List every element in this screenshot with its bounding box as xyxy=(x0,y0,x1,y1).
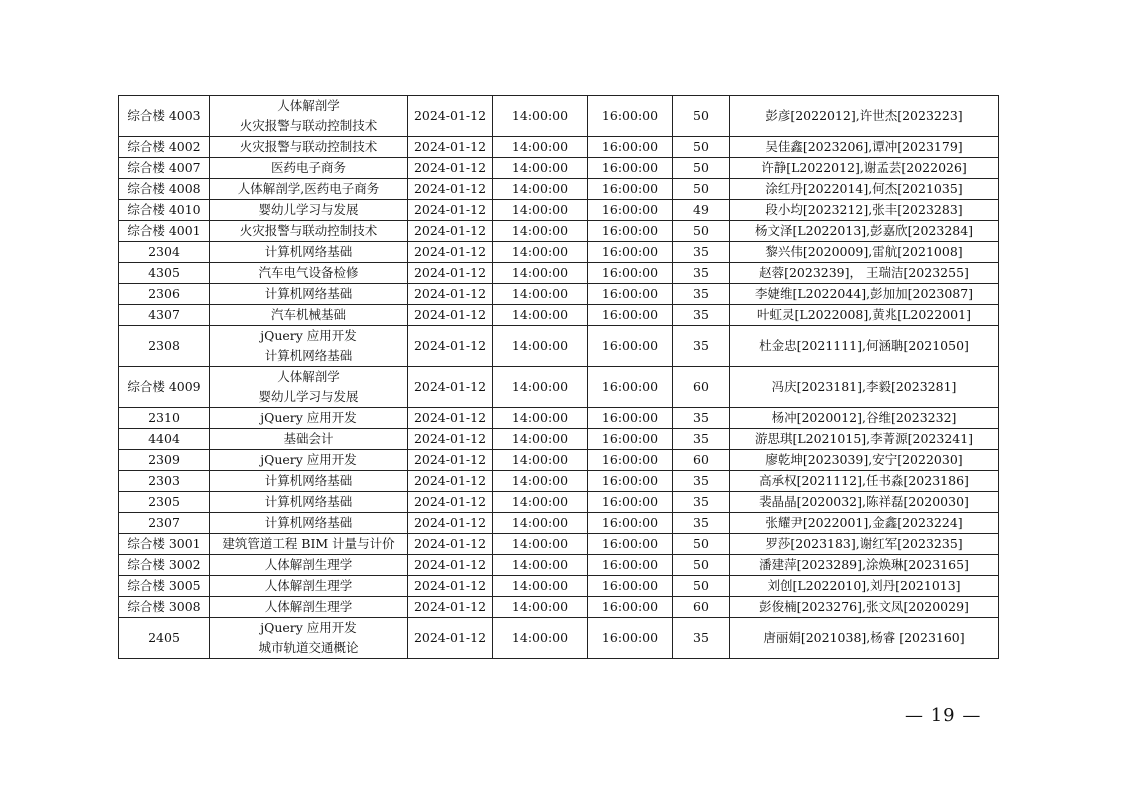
student-count-cell: 50 xyxy=(673,96,730,137)
subject-cell xyxy=(210,242,408,263)
room-cell: 4307 xyxy=(119,305,210,326)
table-row xyxy=(119,408,999,429)
end-time-cell: 16:00:00 xyxy=(588,471,673,492)
room-cell: 2309 xyxy=(119,450,210,471)
table-row xyxy=(119,221,999,242)
proctors-cell: 罗莎[2023183],谢红军[2023235] xyxy=(730,534,999,555)
room-cell: 综合楼 4001 xyxy=(119,221,210,242)
subject-cell xyxy=(210,513,408,534)
table-row xyxy=(119,513,999,534)
end-time-cell: 16:00:00 xyxy=(588,450,673,471)
subject-cell xyxy=(210,576,408,597)
proctors-cell: 彭俊楠[2023276],张文凤[2020029] xyxy=(730,597,999,618)
subject-cell xyxy=(210,534,408,555)
subject-cell xyxy=(210,429,408,450)
subject-line: jQuery 应用开发 xyxy=(260,620,357,635)
room-cell: 2305 xyxy=(119,492,210,513)
proctors-cell: 廖乾坤[2023039],安宁[2022030] xyxy=(730,450,999,471)
student-count-cell: 35 xyxy=(673,429,730,450)
table-row xyxy=(119,200,999,221)
subject-cell xyxy=(210,471,408,492)
end-time-cell: 16:00:00 xyxy=(588,242,673,263)
room-cell: 2310 xyxy=(119,408,210,429)
date-cell: 2024-01-12 xyxy=(408,137,493,158)
start-time-cell: 14:00:00 xyxy=(493,326,588,367)
table-row xyxy=(119,326,999,367)
proctors-cell: 潘建萍[2023289],涂焕琳[2023165] xyxy=(730,555,999,576)
room-cell: 综合楼 3008 xyxy=(119,597,210,618)
date-cell: 2024-01-12 xyxy=(408,242,493,263)
subject-line: 汽车电气设备检修 xyxy=(258,265,359,280)
subject-line: 计算机网络基础 xyxy=(264,244,353,259)
subject-line: 人体解剖学 xyxy=(277,369,340,384)
start-time-cell: 14:00:00 xyxy=(493,284,588,305)
start-time-cell: 14:00:00 xyxy=(493,221,588,242)
subject-line: 计算机网络基础 xyxy=(264,515,353,530)
date-cell: 2024-01-12 xyxy=(408,200,493,221)
start-time-cell: 14:00:00 xyxy=(493,492,588,513)
subject-line: 城市轨道交通概论 xyxy=(258,640,359,655)
proctors-cell: 李婕维[L2022044],彭加加[2023087] xyxy=(730,284,999,305)
subject-line: 医药电子商务 xyxy=(270,160,346,175)
subject-line: jQuery 应用开发 xyxy=(260,452,357,467)
date-cell: 2024-01-12 xyxy=(408,450,493,471)
table-row xyxy=(119,179,999,200)
table-row xyxy=(119,137,999,158)
room-cell: 综合楼 3001 xyxy=(119,534,210,555)
subject-line: 人体解剖生理学 xyxy=(264,578,353,593)
table-row xyxy=(119,618,999,659)
date-cell: 2024-01-12 xyxy=(408,284,493,305)
end-time-cell: 16:00:00 xyxy=(588,555,673,576)
student-count-cell: 35 xyxy=(673,471,730,492)
proctors-cell: 杨冲[2020012],谷维[2023232] xyxy=(730,408,999,429)
start-time-cell: 14:00:00 xyxy=(493,597,588,618)
subject-cell xyxy=(210,137,408,158)
exam-schedule-table xyxy=(118,95,999,659)
end-time-cell: 16:00:00 xyxy=(588,367,673,408)
subject-cell xyxy=(210,263,408,284)
start-time-cell: 14:00:00 xyxy=(493,534,588,555)
proctors-cell: 唐丽娟[2021038],杨睿 [2023160] xyxy=(730,618,999,659)
subject-cell xyxy=(210,450,408,471)
student-count-cell: 49 xyxy=(673,200,730,221)
table-row xyxy=(119,576,999,597)
start-time-cell: 14:00:00 xyxy=(493,179,588,200)
subject-line: 汽车机械基础 xyxy=(270,307,346,322)
subject-line: 婴幼儿学习与发展 xyxy=(258,202,359,217)
date-cell: 2024-01-12 xyxy=(408,534,493,555)
date-cell: 2024-01-12 xyxy=(408,429,493,450)
student-count-cell: 50 xyxy=(673,555,730,576)
student-count-cell: 35 xyxy=(673,326,730,367)
room-cell: 4404 xyxy=(119,429,210,450)
proctors-cell: 游思琪[L2021015],李菁源[2023241] xyxy=(730,429,999,450)
subject-cell xyxy=(210,618,408,659)
table-row xyxy=(119,158,999,179)
table-row xyxy=(119,555,999,576)
end-time-cell: 16:00:00 xyxy=(588,179,673,200)
start-time-cell: 14:00:00 xyxy=(493,513,588,534)
end-time-cell: 16:00:00 xyxy=(588,221,673,242)
start-time-cell: 14:00:00 xyxy=(493,408,588,429)
date-cell: 2024-01-12 xyxy=(408,555,493,576)
proctors-cell: 涂红丹[2022014],何杰[2021035] xyxy=(730,179,999,200)
end-time-cell: 16:00:00 xyxy=(588,96,673,137)
room-cell: 2405 xyxy=(119,618,210,659)
end-time-cell: 16:00:00 xyxy=(588,200,673,221)
proctors-cell: 杜金忠[2021111],何涵聃[2021050] xyxy=(730,326,999,367)
subject-cell xyxy=(210,492,408,513)
table-row xyxy=(119,534,999,555)
end-time-cell: 16:00:00 xyxy=(588,513,673,534)
date-cell: 2024-01-12 xyxy=(408,263,493,284)
subject-cell xyxy=(210,555,408,576)
room-cell: 综合楼 4008 xyxy=(119,179,210,200)
proctors-cell: 段小均[2023212],张丰[2023283] xyxy=(730,200,999,221)
date-cell: 2024-01-12 xyxy=(408,305,493,326)
student-count-cell: 35 xyxy=(673,242,730,263)
date-cell: 2024-01-12 xyxy=(408,618,493,659)
start-time-cell: 14:00:00 xyxy=(493,96,588,137)
room-cell: 2303 xyxy=(119,471,210,492)
subject-cell xyxy=(210,597,408,618)
start-time-cell: 14:00:00 xyxy=(493,137,588,158)
end-time-cell: 16:00:00 xyxy=(588,576,673,597)
table-row xyxy=(119,471,999,492)
start-time-cell: 14:00:00 xyxy=(493,263,588,284)
subject-line: 人体解剖学 xyxy=(277,98,340,113)
end-time-cell: 16:00:00 xyxy=(588,429,673,450)
student-count-cell: 50 xyxy=(673,534,730,555)
room-cell: 综合楼 4010 xyxy=(119,200,210,221)
subject-cell xyxy=(210,200,408,221)
date-cell: 2024-01-12 xyxy=(408,513,493,534)
start-time-cell: 14:00:00 xyxy=(493,471,588,492)
subject-line: 建筑管道工程 BIM 计量与计价 xyxy=(222,536,395,551)
table-row xyxy=(119,429,999,450)
start-time-cell: 14:00:00 xyxy=(493,618,588,659)
student-count-cell: 35 xyxy=(673,305,730,326)
start-time-cell: 14:00:00 xyxy=(493,555,588,576)
date-cell: 2024-01-12 xyxy=(408,96,493,137)
date-cell: 2024-01-12 xyxy=(408,492,493,513)
subject-line: 计算机网络基础 xyxy=(264,494,353,509)
student-count-cell: 60 xyxy=(673,367,730,408)
start-time-cell: 14:00:00 xyxy=(493,242,588,263)
proctors-cell: 赵蓉[2023239]， 王瑞洁[2023255] xyxy=(730,263,999,284)
student-count-cell: 35 xyxy=(673,513,730,534)
student-count-cell: 35 xyxy=(673,492,730,513)
subject-cell xyxy=(210,367,408,408)
subject-cell xyxy=(210,408,408,429)
subject-cell xyxy=(210,326,408,367)
proctors-cell: 杨文泽[L2022013],彭嘉欣[2023284] xyxy=(730,221,999,242)
proctors-cell: 吴佳鑫[2023206],谭冲[2023179] xyxy=(730,137,999,158)
subject-cell xyxy=(210,158,408,179)
start-time-cell: 14:00:00 xyxy=(493,429,588,450)
subject-line: 火灾报警与联动控制技术 xyxy=(239,223,378,238)
start-time-cell: 14:00:00 xyxy=(493,450,588,471)
proctors-cell: 高承权[2021112],任书淼[2023186] xyxy=(730,471,999,492)
student-count-cell: 50 xyxy=(673,576,730,597)
subject-line: 火灾报警与联动控制技术 xyxy=(239,139,378,154)
end-time-cell: 16:00:00 xyxy=(588,408,673,429)
student-count-cell: 60 xyxy=(673,450,730,471)
subject-line: 计算机网络基础 xyxy=(264,348,353,363)
start-time-cell: 14:00:00 xyxy=(493,367,588,408)
proctors-cell: 张耀尹[2022001],金鑫[2023224] xyxy=(730,513,999,534)
room-cell: 综合楼 4002 xyxy=(119,137,210,158)
student-count-cell: 50 xyxy=(673,179,730,200)
table-row xyxy=(119,492,999,513)
proctors-cell: 叶虹灵[L2022008],黄兆[L2022001] xyxy=(730,305,999,326)
room-cell: 2304 xyxy=(119,242,210,263)
subject-cell xyxy=(210,284,408,305)
start-time-cell: 14:00:00 xyxy=(493,200,588,221)
student-count-cell: 50 xyxy=(673,221,730,242)
date-cell: 2024-01-12 xyxy=(408,576,493,597)
end-time-cell: 16:00:00 xyxy=(588,597,673,618)
room-cell: 4305 xyxy=(119,263,210,284)
date-cell: 2024-01-12 xyxy=(408,408,493,429)
room-cell: 综合楼 4003 xyxy=(119,96,210,137)
room-cell: 综合楼 3002 xyxy=(119,555,210,576)
start-time-cell: 14:00:00 xyxy=(493,576,588,597)
end-time-cell: 16:00:00 xyxy=(588,534,673,555)
table-row xyxy=(119,242,999,263)
subject-cell xyxy=(210,221,408,242)
room-cell: 2306 xyxy=(119,284,210,305)
room-cell: 2307 xyxy=(119,513,210,534)
date-cell: 2024-01-12 xyxy=(408,158,493,179)
date-cell: 2024-01-12 xyxy=(408,221,493,242)
table-row xyxy=(119,450,999,471)
room-cell: 综合楼 4009 xyxy=(119,367,210,408)
table-row xyxy=(119,305,999,326)
start-time-cell: 14:00:00 xyxy=(493,305,588,326)
date-cell: 2024-01-12 xyxy=(408,597,493,618)
subject-line: 计算机网络基础 xyxy=(264,286,353,301)
subject-cell xyxy=(210,305,408,326)
student-count-cell: 35 xyxy=(673,284,730,305)
student-count-cell: 50 xyxy=(673,137,730,158)
table-row xyxy=(119,597,999,618)
proctors-cell: 冯庆[2023181],李毅[2023281] xyxy=(730,367,999,408)
proctors-cell: 裴晶晶[2020032],陈祥磊[2020030] xyxy=(730,492,999,513)
subject-line: 计算机网络基础 xyxy=(264,473,353,488)
subject-line: 基础会计 xyxy=(283,431,334,446)
end-time-cell: 16:00:00 xyxy=(588,263,673,284)
end-time-cell: 16:00:00 xyxy=(588,618,673,659)
student-count-cell: 50 xyxy=(673,158,730,179)
end-time-cell: 16:00:00 xyxy=(588,305,673,326)
end-time-cell: 16:00:00 xyxy=(588,326,673,367)
table-row xyxy=(119,96,999,137)
proctors-cell: 黎兴伟[2020009],雷航[2021008] xyxy=(730,242,999,263)
subject-line: 火灾报警与联动控制技术 xyxy=(239,118,378,133)
end-time-cell: 16:00:00 xyxy=(588,137,673,158)
subject-line: 人体解剖生理学 xyxy=(264,557,353,572)
room-cell: 2308 xyxy=(119,326,210,367)
end-time-cell: 16:00:00 xyxy=(588,284,673,305)
table-row xyxy=(119,284,999,305)
room-cell: 综合楼 3005 xyxy=(119,576,210,597)
subject-line: 人体解剖生理学 xyxy=(264,599,353,614)
page-number: — 19 — xyxy=(905,705,982,726)
proctors-cell: 刘创[L2022010],刘丹[2021013] xyxy=(730,576,999,597)
date-cell: 2024-01-12 xyxy=(408,471,493,492)
end-time-cell: 16:00:00 xyxy=(588,158,673,179)
subject-line: 人体解剖学,医药电子商务 xyxy=(237,181,380,196)
table-row xyxy=(119,367,999,408)
student-count-cell: 60 xyxy=(673,597,730,618)
subject-cell xyxy=(210,96,408,137)
room-cell: 综合楼 4007 xyxy=(119,158,210,179)
start-time-cell: 14:00:00 xyxy=(493,158,588,179)
student-count-cell: 35 xyxy=(673,263,730,284)
table-body xyxy=(119,96,999,659)
subject-line: jQuery 应用开发 xyxy=(260,328,357,343)
date-cell: 2024-01-12 xyxy=(408,179,493,200)
proctors-cell: 彭彦[2022012],许世杰[2023223] xyxy=(730,96,999,137)
proctors-cell: 许静[L2022012],谢孟芸[2022026] xyxy=(730,158,999,179)
student-count-cell: 35 xyxy=(673,618,730,659)
subject-line: 婴幼儿学习与发展 xyxy=(258,389,359,404)
subject-line: jQuery 应用开发 xyxy=(260,410,357,425)
end-time-cell: 16:00:00 xyxy=(588,492,673,513)
student-count-cell: 35 xyxy=(673,408,730,429)
date-cell: 2024-01-12 xyxy=(408,326,493,367)
subject-cell xyxy=(210,179,408,200)
table-row xyxy=(119,263,999,284)
date-cell: 2024-01-12 xyxy=(408,367,493,408)
